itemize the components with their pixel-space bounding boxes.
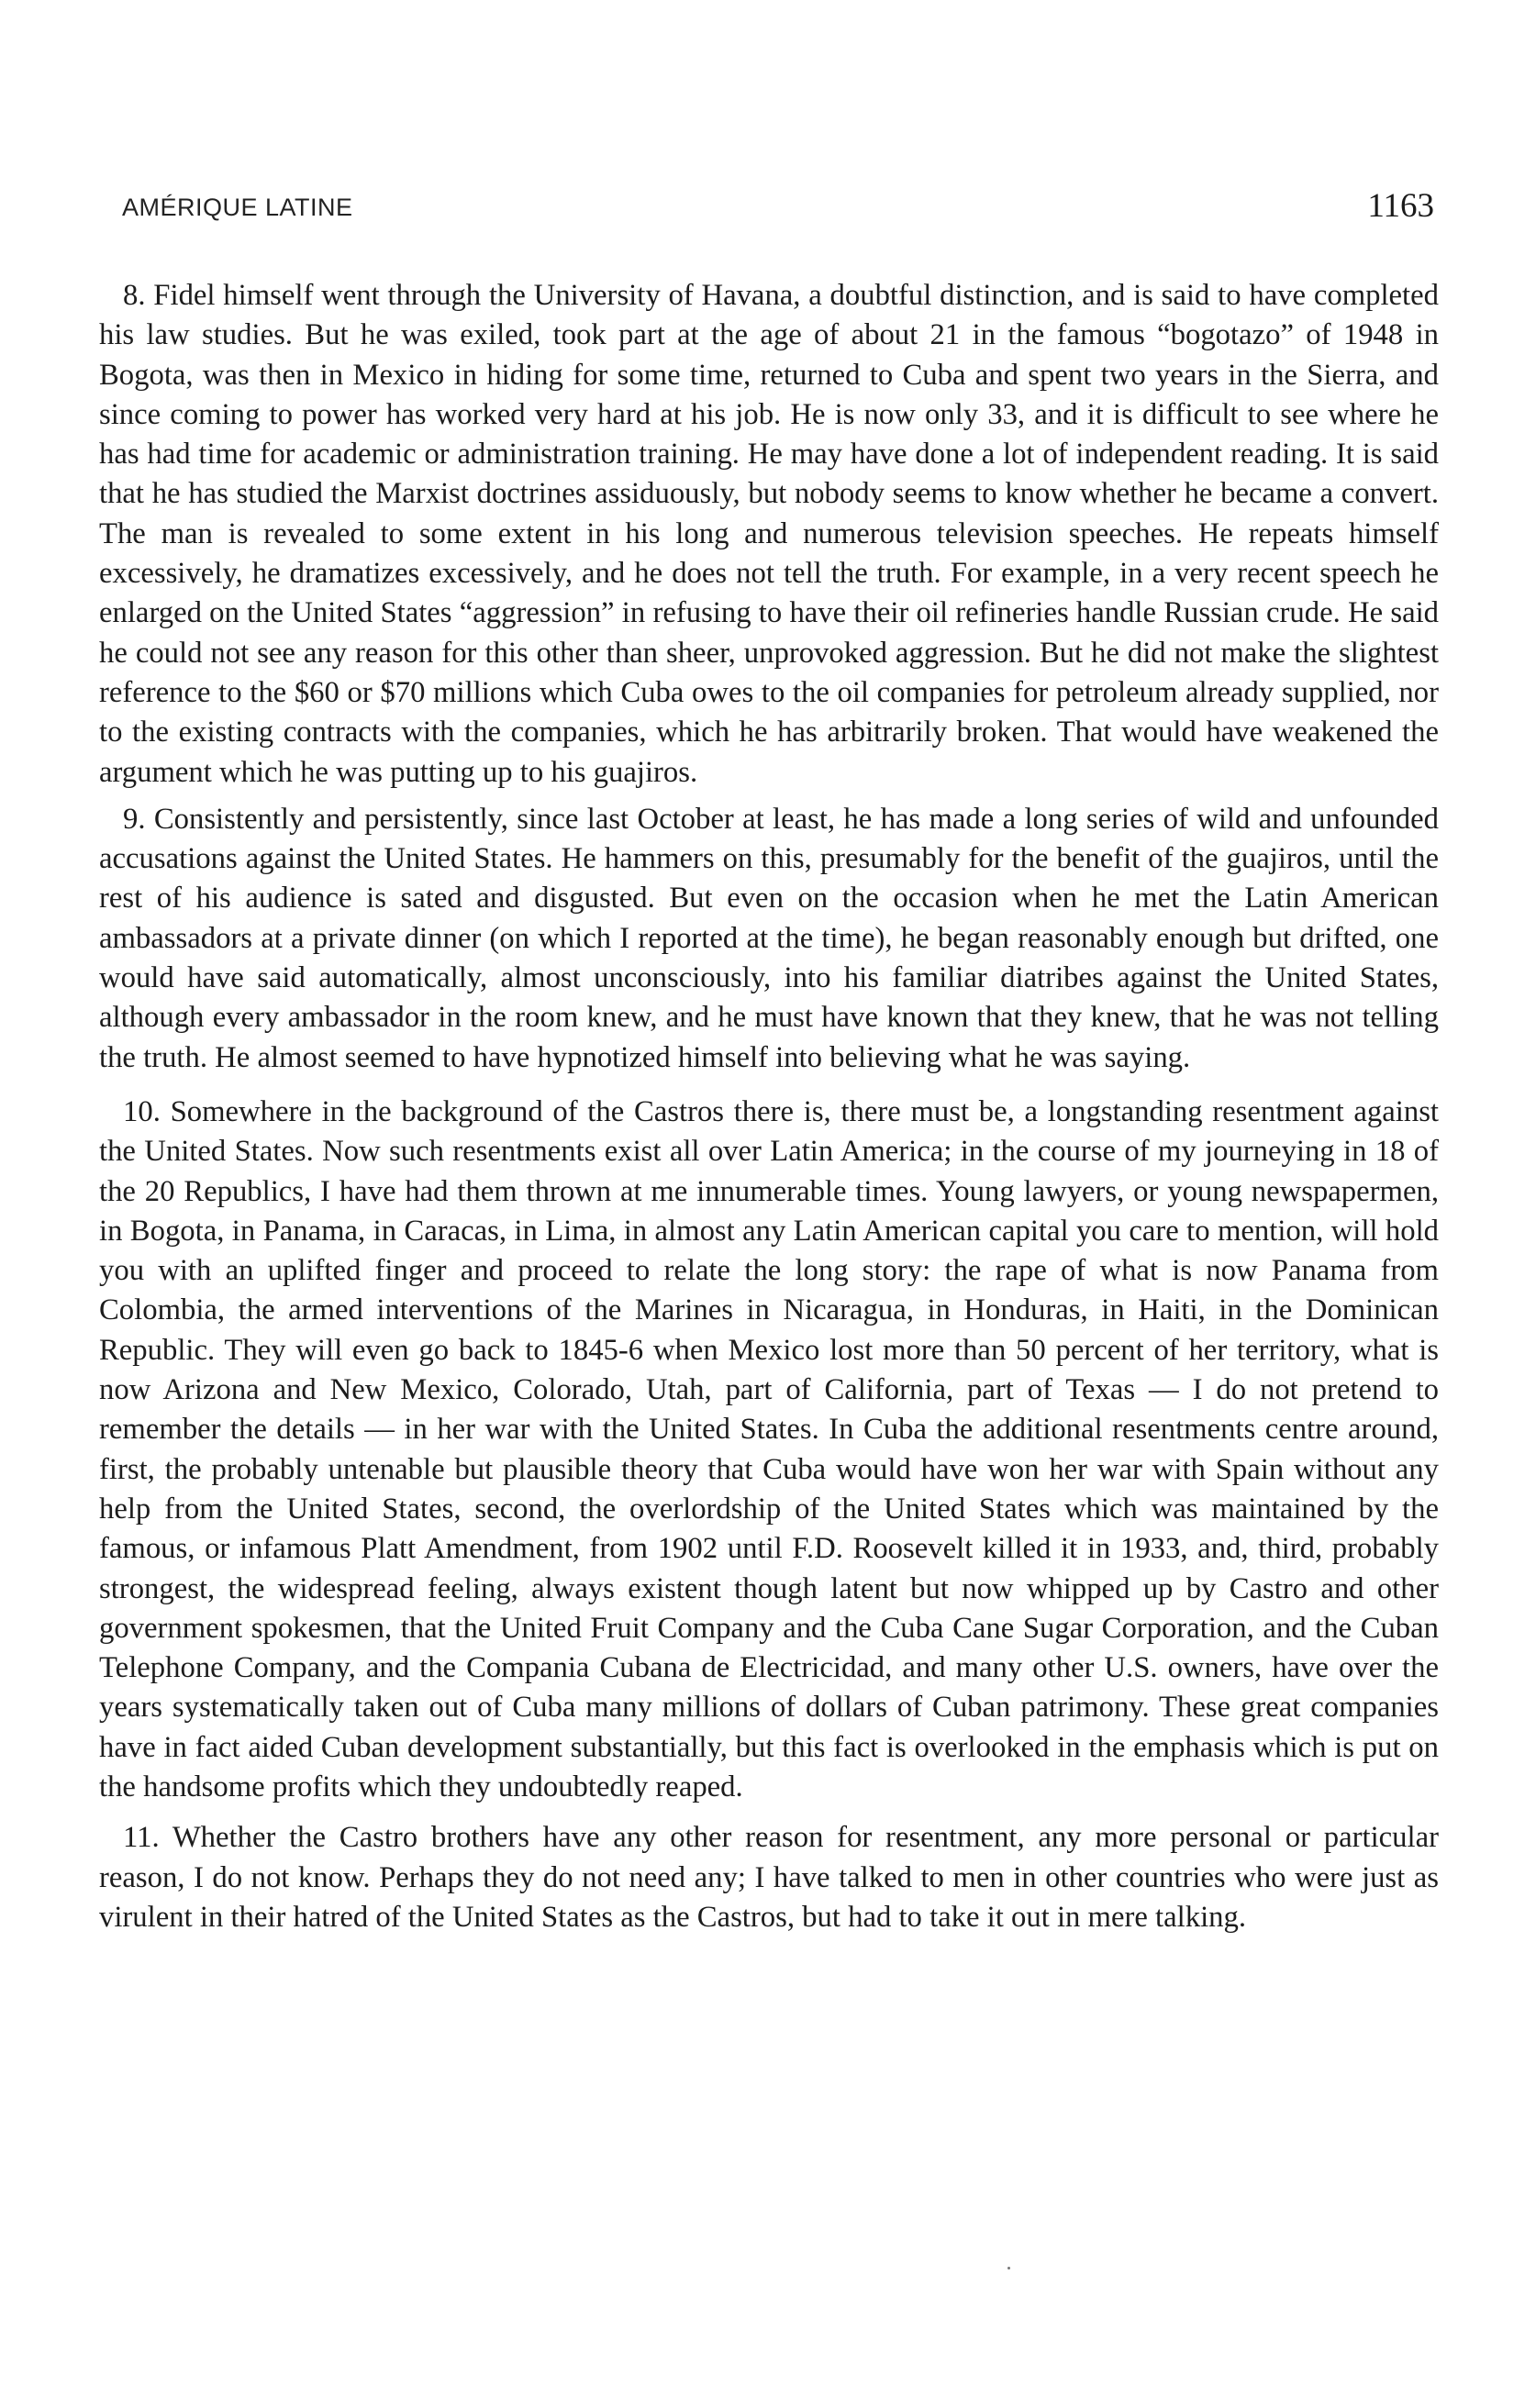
paragraph-8: 8. Fidel himself went through the University of Havana, a doubtful distinction, and is said to have completed his law studies. But he was exiled, took part at the age of about 21 in the famous “bogotazo” of 1948 in Bogota, was then in Mexico in hiding for some time, returned to Cuba and spent two years in the Sierra, and since coming to power has worked very hard at his job. He is now only 33, and it is difficult to see where he has had time for academic or administration training. He may have done a lot of independent reading. It is said that he has studied the Marxist doctrines assiduously, but nobody seems to know whether he became a convert. The man is revealed to some extent in his long and numerous television speeches. He repeats himself excessively, he dramatizes excessively, and he does not tell the truth. For example, in a very recent speech he enlarged on the United States “aggression” in refusing to have their oil refineries handle Russian crude. He said he could not see any reason for this other than sheer, unprovoked aggression. But he did not make the slightest reference to the $60 or $70 millions which Cuba owes to the oil companies for petroleum already supplied, nor to the existing contracts with the companies, which he has arbitrarily broken. That would have weakened the argument which he was putting up to his guajiros.	[99, 279, 1439, 789]
paragraph-9: 9. Consistently and persistently, since last October at least, he has made a long series of wild and unfounded accusations against the United States. He hammers on this, presumably for the benefit of the guajiros, until the rest of his audience is sated and disgusted. But even on the occasion when he met the Latin American ambassadors at a private dinner (on which I reported at the time), he began reasonably enough but drifted, one would have said automatically, almost unconsciously, into his familiar diatribes against the United States, although every ambassador in the room knew, and he must have known that they knew, that he was not telling the truth. He almost seemed to have hypnotized himself into believing what he was saying.	[99, 802, 1439, 1074]
scan-speck	[1007, 2267, 1010, 2269]
running-title: AMÉRIQUE LATINE	[122, 194, 353, 221]
body-text	[99, 276, 1439, 1937]
paragraph-11: 11. Whether the Castro brothers have any other reason for resentment, any more personal or particular reason, I do not know. Perhaps they do not need any; I have talked to men in other countries who were just as virulent in their hatred of the United States as the Castros, but had to take it out in mere talking.	[99, 1821, 1439, 1934]
paragraph-10: 10. Somewhere in the background of the Castros there is, there must be, a longstanding resentment against the United States. Now such resentments exist all over Latin America; in the course of my journeying in 18 of the 20 Republics, I have had them thrown at me innumerable times. Young lawyers, or young newspapermen, in Bogota, in Panama, in Caracas, in Lima, in almost any Latin American capital you care to mention, will hold you with an uplifted finger and proceed to relate the long story: the rape of what is now Panama from Colombia, the armed interventions of the Marines in Nicaragua, in Honduras, in Haiti, in the Dominican Republic. They will even go back to 1845-6 when Mexico lost more than 50 percent of her territory, what is now Arizona and New Mexico, Colorado, Utah, part of California, part of Texas — I do not pretend to remember the details — in her war with the United States. In Cuba the additional resentments centre around, first, the probably untenable but plausible theory that Cuba would have won her war with Spain without any help from the United States, second, the overlordship of the United States which was maintained by the famous, or infamous Platt Amendment, from 1902 until F.D. Roosevelt killed it in 1933, and, third, probably strongest, the widespread feeling, always existent though latent but now whipped up by Castro and other government spokesmen, that the United Fruit Company and the Cuba Cane Sugar Corporation, and the Cuban Telephone Company, and the Compania Cubana de Electricidad, and many other U.S. owners, have over the years systematically taken out of Cuba many millions of dollars of Cuban patrimony. These great companies have in fact aided Cuban development substantially, but this fact is overlooked in the emphasis which is put on the handsome profits which they undoubtedly reaped.	[99, 1094, 1439, 1803]
page-number: 1163	[1367, 187, 1434, 225]
running-header	[122, 186, 1434, 232]
